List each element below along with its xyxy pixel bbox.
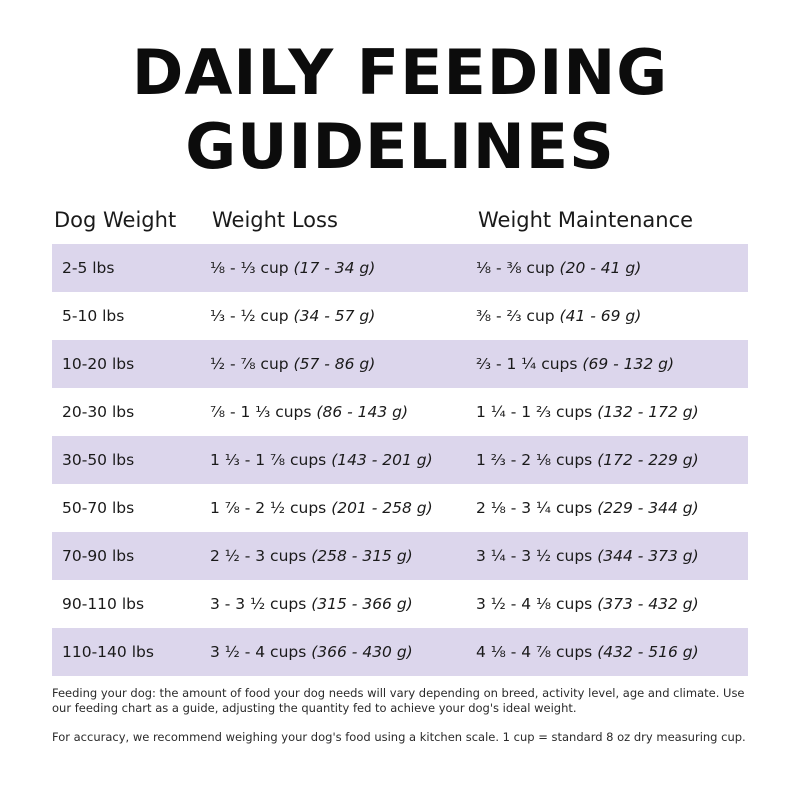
- weight-loss-grams: (258 - 315 g): [311, 547, 413, 565]
- weight-maintenance-cell: [476, 484, 699, 532]
- table-header-row: [52, 200, 748, 244]
- weight-loss-cups: 1 ⅞ - 2 ½ cups: [210, 499, 327, 517]
- weight-loss-cups: 2 ½ - 3 cups: [210, 547, 307, 565]
- weight-loss-cell: [210, 484, 433, 532]
- weight-loss-grams: (315 - 366 g): [311, 595, 413, 613]
- weight-maintenance-grams: (172 - 229 g): [597, 451, 699, 469]
- page-title-line-2: GUIDELINES: [185, 110, 615, 183]
- weight-maintenance-cell: [476, 340, 674, 388]
- weight-maintenance-grams: (432 - 516 g): [597, 643, 699, 661]
- table-row: [52, 484, 748, 532]
- weight-maintenance-cups: 1 ⅔ - 2 ⅛ cups: [476, 451, 593, 469]
- page-title-line-1: DAILY FEEDING: [131, 36, 669, 109]
- header-dog-weight: Dog Weight: [54, 208, 177, 232]
- weight-maintenance-cups: 1 ¼ - 1 ⅔ cups: [476, 403, 593, 421]
- weight-maintenance-cups: ⅔ - 1 ¼ cups: [476, 355, 578, 373]
- weight-loss-cell: [210, 580, 413, 628]
- weight-maintenance-grams: (229 - 344 g): [597, 499, 699, 517]
- dog-weight-cell: 2-5 lbs: [62, 259, 115, 277]
- dog-weight-cell: 5-10 lbs: [62, 307, 125, 325]
- weight-maintenance-grams: (20 - 41 g): [559, 259, 642, 277]
- weight-maintenance-cell: [476, 580, 699, 628]
- header-weight-maintenance: Weight Maintenance: [478, 208, 694, 232]
- table-row: [52, 244, 748, 292]
- table-row: [52, 388, 748, 436]
- weight-loss-grams: (17 - 34 g): [293, 259, 376, 277]
- table-row: [52, 340, 748, 388]
- weight-maintenance-grams: (344 - 373 g): [597, 547, 699, 565]
- weight-maintenance-cell: [476, 292, 641, 340]
- weight-loss-cups: ½ - ⅞ cup: [210, 355, 289, 373]
- weight-maintenance-cups: 3 ½ - 4 ⅛ cups: [476, 595, 593, 613]
- weight-maintenance-cups: 4 ⅛ - 4 ⅞ cups: [476, 643, 593, 661]
- weight-maintenance-cell: [476, 388, 699, 436]
- weight-loss-cups: ⅛ - ⅓ cup: [210, 259, 289, 277]
- weight-loss-grams: (34 - 57 g): [293, 307, 376, 325]
- dog-weight-cell: 50-70 lbs: [62, 499, 135, 517]
- weight-maintenance-cell: [476, 532, 699, 580]
- weight-maintenance-cups: ⅛ - ⅜ cup: [476, 259, 555, 277]
- weight-maintenance-grams: (41 - 69 g): [559, 307, 642, 325]
- weight-maintenance-grams: (373 - 432 g): [597, 595, 699, 613]
- weight-loss-cell: [210, 244, 375, 292]
- weight-maintenance-cell: [476, 436, 699, 484]
- table-row: [52, 436, 748, 484]
- header-weight-loss: Weight Loss: [212, 208, 338, 232]
- weight-loss-cell: [210, 436, 433, 484]
- weight-maintenance-cell: [476, 628, 699, 676]
- weight-loss-cups: 1 ⅓ - 1 ⅞ cups: [210, 451, 327, 469]
- dog-weight-cell: 30-50 lbs: [62, 451, 135, 469]
- weight-maintenance-grams: (69 - 132 g): [582, 355, 675, 373]
- weight-loss-cups: 3 ½ - 4 cups: [210, 643, 307, 661]
- weight-loss-grams: (366 - 430 g): [311, 643, 413, 661]
- weight-maintenance-cell: [476, 244, 641, 292]
- weight-loss-grams: (86 - 143 g): [316, 403, 409, 421]
- weight-loss-grams: (57 - 86 g): [293, 355, 376, 373]
- table-row: [52, 628, 748, 676]
- table-body: [52, 244, 748, 676]
- table-row: [52, 580, 748, 628]
- feeding-table: [52, 200, 748, 676]
- weight-loss-cell: [210, 292, 375, 340]
- dog-weight-cell: 10-20 lbs: [62, 355, 135, 373]
- weight-loss-cell: [210, 628, 413, 676]
- weight-loss-grams: (201 - 258 g): [331, 499, 433, 517]
- weight-loss-grams: (143 - 201 g): [331, 451, 433, 469]
- dog-weight-cell: 20-30 lbs: [62, 403, 135, 421]
- table-row: [52, 292, 748, 340]
- table-row: [52, 532, 748, 580]
- weight-loss-cups: 3 - 3 ½ cups: [210, 595, 307, 613]
- note-paragraph-2: For accuracy, we recommend weighing your dog's food using a kitchen scale. 1 cup = standard 8 oz dry measuring cup.: [52, 730, 746, 744]
- feeding-notes: [52, 686, 752, 759]
- weight-maintenance-cups: 2 ⅛ - 3 ¼ cups: [476, 499, 593, 517]
- weight-maintenance-cups: ⅜ - ⅔ cup: [476, 307, 555, 325]
- note-paragraph-1: Feeding your dog: the amount of food your dog needs will vary depending on breed, activity level, age and climate. Use our feeding chart as a guide, adjusting the quantity fed to achieve your dog's ideal weight.: [52, 686, 745, 715]
- weight-maintenance-cups: 3 ¼ - 3 ½ cups: [476, 547, 593, 565]
- dog-weight-cell: 110-140 lbs: [62, 643, 154, 661]
- dog-weight-cell: 90-110 lbs: [62, 595, 145, 613]
- weight-loss-cups: ⅞ - 1 ⅓ cups: [210, 403, 312, 421]
- weight-loss-cell: [210, 388, 408, 436]
- weight-loss-cell: [210, 340, 375, 388]
- weight-maintenance-grams: (132 - 172 g): [597, 403, 699, 421]
- dog-weight-cell: 70-90 lbs: [62, 547, 135, 565]
- weight-loss-cups: ⅓ - ½ cup: [210, 307, 289, 325]
- weight-loss-cell: [210, 532, 413, 580]
